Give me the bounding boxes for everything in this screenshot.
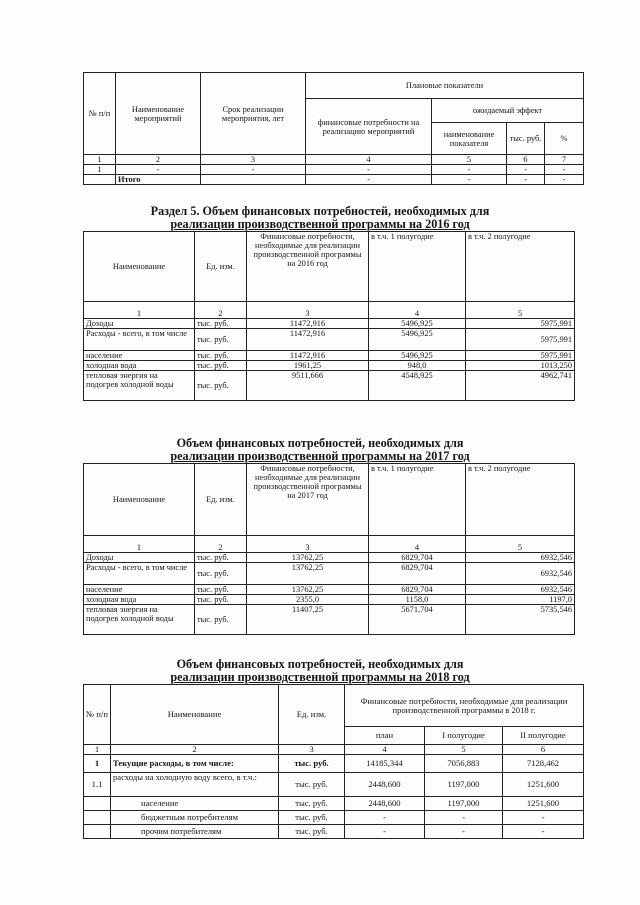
header-half-1: I полугодие bbox=[425, 727, 503, 745]
col-number: 1 bbox=[84, 536, 195, 553]
table-row: холодная вода тыс. руб. 1961,25 948,0 1013,250 bbox=[84, 361, 575, 371]
col-number: 2 bbox=[116, 155, 201, 165]
col-number: 7 bbox=[545, 155, 584, 165]
col-number: 6 bbox=[507, 155, 545, 165]
col-number: 3 bbox=[279, 745, 345, 755]
col-number: 1 bbox=[84, 745, 111, 755]
table-cell: - bbox=[545, 165, 584, 175]
col-number: 2 bbox=[195, 536, 247, 553]
header-num: № п/п bbox=[84, 73, 116, 155]
col-number: 4 bbox=[369, 302, 466, 319]
col-number: 4 bbox=[306, 155, 432, 165]
table-row: 1 Текущие расходы, в том числе: тыс. руб. 14185,344 7056,883 7128,462 bbox=[84, 755, 584, 773]
table-cell: - bbox=[545, 175, 584, 185]
header-half-2: в т.ч. 2 полугодие bbox=[466, 232, 575, 302]
header-ths: тыс. руб. bbox=[507, 123, 545, 155]
total-label: Итого bbox=[116, 175, 201, 185]
table-row: 1.1 расходы на холодную воду всего, в т.ч.: тыс. руб. 2448,600 1197,000 1251,600 bbox=[84, 773, 584, 797]
header-measure-name: Наименование мероприятий bbox=[116, 73, 201, 155]
col-number: 5 bbox=[466, 536, 575, 553]
header-period: Срок реализации мероприятия, лет bbox=[201, 73, 306, 155]
header-fin-needs: Финансовые потребности, необходимые для реализации производственной программы в 2018 г. bbox=[345, 685, 584, 727]
section-2017-title: Объем финансовых потребностей, необходимых для реализации производственной программы на 2017 год bbox=[170, 436, 470, 463]
col-number: 2 bbox=[195, 302, 247, 319]
table-cell: - bbox=[306, 175, 432, 185]
col-number: 1 bbox=[84, 155, 116, 165]
table-cell: - bbox=[116, 165, 201, 175]
section-5-title: Раздел 5. Объем финансовых потребностей, необходимых для реализации производственной программы на 2016 год bbox=[150, 204, 490, 231]
table-row: население тыс. руб. 13762,25 6829,704 6932,546 bbox=[84, 585, 575, 595]
col-number: 5 bbox=[466, 302, 575, 319]
table-measures bbox=[83, 72, 583, 185]
header-fin-needs: финансовые потребности на реализацию мероприятий bbox=[306, 99, 432, 155]
header-half-2: II полугодие bbox=[503, 727, 584, 745]
header-unit: Ед. изм. bbox=[195, 232, 247, 302]
header-half-1: в т.ч. 1 полугодие bbox=[369, 232, 466, 302]
header-unit: Ед. изм. bbox=[279, 685, 345, 745]
table-row: Расходы - всего, в том числе тыс. руб. 11472,916 5496,925 5975,991 bbox=[84, 329, 575, 351]
table-row: холодная вода тыс. руб. 2355,0 1158,0 1197,0 bbox=[84, 595, 575, 605]
table-row: Доходы тыс. руб. 11472,916 5496,925 5975,991 bbox=[84, 319, 575, 329]
header-num: № п/п bbox=[84, 685, 111, 745]
table-row: Доходы тыс. руб. 13762,25 6829,704 6932,546 bbox=[84, 553, 575, 563]
header-indicator: наименование показателя bbox=[432, 123, 507, 155]
table-row: тепловая энергия на подогрев холодной воды тыс. руб. 9511,666 4548,925 4962,741 bbox=[84, 371, 575, 401]
table-2018 bbox=[83, 684, 583, 839]
header-fin-needs: Финансовые потребности, необходимые для реализации производственной программы на 2017 год bbox=[247, 464, 369, 536]
table-cell: - bbox=[507, 165, 545, 175]
header-expected: ожидаемый эффект bbox=[432, 99, 584, 123]
table-2017 bbox=[83, 463, 574, 635]
header-fin-needs: Финансовые потребности, необходимые для реализации производственной программы на 2016 год bbox=[247, 232, 369, 302]
col-number: 6 bbox=[503, 745, 584, 755]
table-row: население тыс. руб. 2448,600 1197,000 1251,600 bbox=[84, 797, 584, 811]
col-number: 3 bbox=[247, 536, 369, 553]
col-number: 4 bbox=[369, 536, 466, 553]
table-row: население тыс. руб. 11472,916 5496,925 5975,991 bbox=[84, 351, 575, 361]
table-cell: - bbox=[201, 165, 306, 175]
table-cell: - bbox=[432, 165, 507, 175]
header-plan: план bbox=[345, 727, 425, 745]
header-pct: % bbox=[545, 123, 584, 155]
table-cell: - bbox=[432, 175, 507, 185]
section-2018-title: Объем финансовых потребностей, необходимых для реализации производственной программы на 2018 год bbox=[170, 657, 470, 684]
header-unit: Ед. изм. bbox=[195, 464, 247, 536]
table-row: тепловая энергия на подогрев холодной воды тыс. руб. 11407,25 5671,704 5735,546 bbox=[84, 605, 575, 635]
table-row: бюджетным потребителям тыс. руб. - - - bbox=[84, 811, 584, 825]
table-row: Расходы - всего, в том числе тыс. руб. 13762,25 6829,704 6932,546 bbox=[84, 563, 575, 585]
table-cell: - bbox=[306, 165, 432, 175]
col-number: 5 bbox=[425, 745, 503, 755]
table-row: прочим потребителям тыс. руб. - - - bbox=[84, 825, 584, 839]
col-number: 3 bbox=[201, 155, 306, 165]
col-number: 4 bbox=[345, 745, 425, 755]
table-cell: - bbox=[507, 175, 545, 185]
col-number: 3 bbox=[247, 302, 369, 319]
header-half-1: в т.ч. 1 полугодие bbox=[369, 464, 466, 536]
header-name: Наименование bbox=[84, 464, 195, 536]
table-cell: 1 bbox=[84, 165, 116, 175]
col-number: 5 bbox=[432, 155, 507, 165]
table-2016 bbox=[83, 231, 574, 401]
header-planned: Плановые показатели bbox=[306, 73, 584, 99]
header-name: Наименование bbox=[84, 232, 195, 302]
header-half-2: в т.ч. 2 полугодие bbox=[466, 464, 575, 536]
col-number: 1 bbox=[84, 302, 195, 319]
col-number: 2 bbox=[111, 745, 279, 755]
header-name: Наименование bbox=[111, 685, 279, 745]
